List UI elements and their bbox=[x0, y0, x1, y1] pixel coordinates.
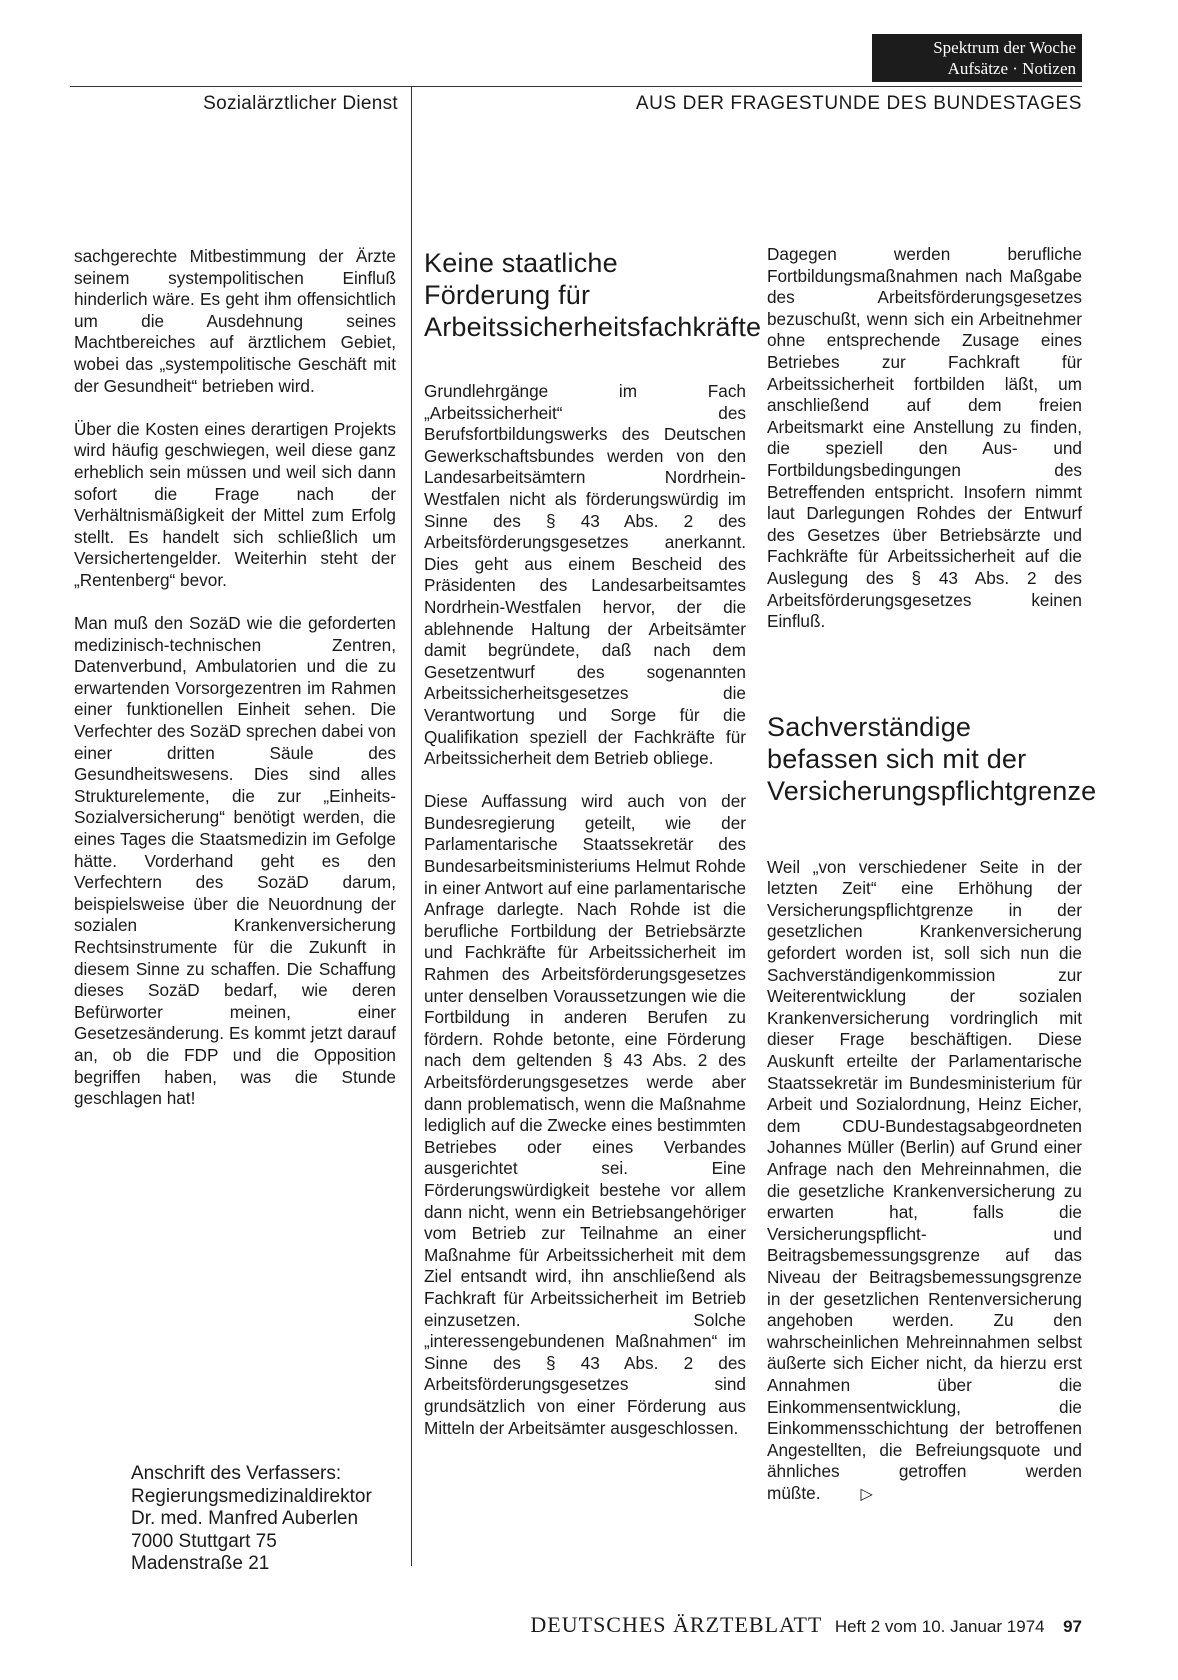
author-line: 7000 Stuttgart 75 bbox=[131, 1530, 277, 1552]
paragraph: Man muß den SozäD wie die geforderten medizinisch-technischen Zentren, Datenverbund, Ambulatorien und die zu erwartenden Vorsorgezentren im Rahmen einer funktionellen Einheit sehen. Die Verfechter des SozäD sprechen dabei von einer dritten Säule des Gesundheitswesens. Dies sind alles Strukturelemente, die zur „Einheits-Sozialversicherung“ benötigt werden, die eines Tages die Staatsmedizin im Gefolge hätte. Vorderhand geht es den Verfechtern des SozäD darum, beispielsweise über die Neuordnung der sozialen Krankenversicherung Rechtsinstrumente für die Zukunft in diesem Sinne zu schaffen. Die Schaffung dieses SozäD bedarf, wie deren Befürworter meinen, einer Gesetzesänderung. Es kommt jetzt darauf an, ob die FDP und die Opposition begriffen haben, was die Stunde geschlagen hat! bbox=[74, 613, 396, 1109]
section-title-left: Sozialärztlicher Dienst bbox=[203, 93, 398, 114]
article-headline: Sachverständige befassen sich mit der Versicherungspflichtgrenze bbox=[767, 711, 1097, 806]
paragraph: sachgerechte Mitbestimmung der Ärzte seinem systempolitischen Einfluß hinderlich wäre. Es geht ihm offensichtlich um die Ausdehnung seines Machtbereiches auf ärztlichem Gebiet, wobei das „systempolitische Geschäft mit der Gesundheit“ betrieben wird. bbox=[74, 246, 396, 396]
paragraph: Dagegen werden berufliche Fortbildungsmaßnahmen nach Maßgabe des Arbeitsförderungsgesetzes bezuschußt, wenn sich ein Arbeitnehmer ohne entsprechende Zusage eines Betriebes zur Fachkraft für Arbeitssicherheit fortbilden läßt, um anschließend auf dem freien Arbeitsmarkt eine Anstellung zu finden, die speziell den Aus- und Fortbildungsbedingungen des Betreffenden entspricht. Insofern nimmt laut Darlegungen Rohdes der Entwurf des Gesetzes über Betriebsärzte und Fachkräfte für Arbeitssicherheit auf die Auslegung des § 43 Abs. 2 des Arbeitsförderungsgesetzes keinen Einfluß. bbox=[767, 244, 1082, 632]
issue-info: Heft 2 vom 10. Januar 1974 bbox=[834, 1617, 1045, 1636]
paragraph: Grundlehrgänge im Fach „Arbeitssicherheit“ des Berufsfortbildungswerks des Deutschen Gewerkschaftsbundes werden von den Landesarbeitsämtern Nordrhein-Westfalen nicht als förderungswürdig im Sinne des § 43 Abs. 2 des Arbeitsförderungsgesetzes anerkannt. Dies geht aus einem Bescheid des Präsidenten des Landesarbeitsamtes Nordrhein-Westfalen hervor, der die ablehnende Haltung der Arbeitsämter damit begründete, daß nach dem Gesetzentwurf des sogenannten Arbeitssicherheitsgesetzes die Verantwortung und Sorge für die Qualifikation speziell der Fachkräfte für Arbeitssicherheit dem Betrieb obliege. bbox=[424, 381, 746, 769]
author-line: Regierungsmedizinaldirektor bbox=[131, 1485, 372, 1507]
page-footer bbox=[468, 1612, 1082, 1638]
section-badge bbox=[872, 34, 1082, 82]
article-body: Weil „von verschiedener Seite in der letzten Zeit“ eine Erhöhung der Versicherungspflichtgrenze in der gesetzlichen Krankenversicherung gefordert worden ist, soll sich nun die Sachverständigenkommission zur Weiterentwicklung der sozialen Krankenversicherung vordringlich mit dieser Frage beschäftigen. Diese Auskunft erteilte der Parlamentarische Staatssekretär im Bundesministerium für Arbeit und Sozialordnung, Heinz Eicher, dem CDU-Bundestagsabgeordneten Johannes Müller (Berlin) auf Grund einer Anfrage nach den Mehreinnahmen, die die gesetzliche Krankenversicherung zu erwarten hat, falls die Versicherungspflicht- und Beitragsbemessungsgrenze auf das Niveau der Beitragsbemessungsgrenze in der gesetzlichen Rentenversicherung angehoben werden. Zu den wahrscheinlichen Mehreinnahmen selbst äußerte sich Eicher nicht, da hierzu erst Annahmen über die Einkommensentwicklung, die Einkommensschichtung der betroffenen Angestellten, die Befreiungsquote und ähnliches getroffen werden müßte. bbox=[767, 856, 1082, 1503]
paragraph bbox=[767, 857, 1082, 1506]
left-column bbox=[74, 246, 396, 1110]
article-headline: Keine staatliche Förderung für Arbeitssicherheitsfachkräfte bbox=[424, 248, 762, 342]
right-column bbox=[767, 244, 1097, 1506]
paragraph: Über die Kosten eines derartigen Projekts wird häufig geschwiegen, weil diese ganz erheblich sein müssen und weil sich dann sofort die Frage nach der Verhältnismäßigkeit der Mittel zum Erfolg stellt. Es handelt sich schließlich um Versichertengelder. Weiterhin steht der „Rentenberg“ bevor. bbox=[74, 418, 396, 590]
badge-line-1: Spektrum der Woche bbox=[933, 38, 1076, 57]
middle-column bbox=[424, 247, 762, 1439]
section-title-right: AUS DER FRAGESTUNDE DES BUNDESTAGES bbox=[635, 93, 1082, 114]
paragraph: Diese Auffassung wird auch von der Bundesregierung geteilt, wie der Parlamentarische Staatssekretär des Bundesarbeitsministeriums Helmut Rohde in einer Antwort auf eine parlamentarische Anfrage darlegte. Nach Rohde ist die berufliche Fortbildung der Betriebsärzte und Fachkräfte für Arbeitssicherheit im Rahmen des Arbeitsförderungsgesetzes unter denselben Voraussetzungen wie die Fortbildung in anderen Berufen zu fördern. Rohde betonte, eine Förderung nach dem geltenden § 43 Abs. 2 des Arbeitsförderungsgesetzes werde aber dann problematisch, wenn die Maßnahme lediglich auf die Zwecke eines bestimmten Betriebes oder eines Verbandes ausgerichtet sei. Eine Förderungswürdigkeit bestehe vor allem dann nicht, wenn ein Betriebsangehöriger vom Betrieb zur Teilnahme an einer Maßnahme für Arbeitssicherheit mit dem Ziel entsandt wird, ihn anschließend als Fachkraft für Arbeitssicherheit im Betrieb einzusetzen. Solche „interessengebundenen Maßnahmen“ im Sinne des § 43 Abs. 2 des Arbeitsförderungsgesetzes sind grundsätzlich von einer Förderung aus Mitteln der Arbeitsämter ausgeschlossen. bbox=[424, 791, 746, 1438]
continue-arrow-icon: ▷ bbox=[860, 1485, 873, 1503]
author-line: Anschrift des Verfassers: bbox=[131, 1463, 342, 1484]
page-number: 97 bbox=[1063, 1617, 1082, 1636]
author-line: Madenstraße 21 bbox=[131, 1553, 270, 1574]
header-rule bbox=[70, 86, 1082, 87]
author-line: Dr. med. Manfred Auberlen bbox=[131, 1508, 359, 1529]
journal-name: DEUTSCHES ÄRZTEBLATT bbox=[530, 1612, 823, 1637]
badge-line-2: Aufsätze · Notizen bbox=[947, 59, 1076, 78]
author-address bbox=[131, 1463, 421, 1576]
column-divider bbox=[411, 86, 412, 1566]
